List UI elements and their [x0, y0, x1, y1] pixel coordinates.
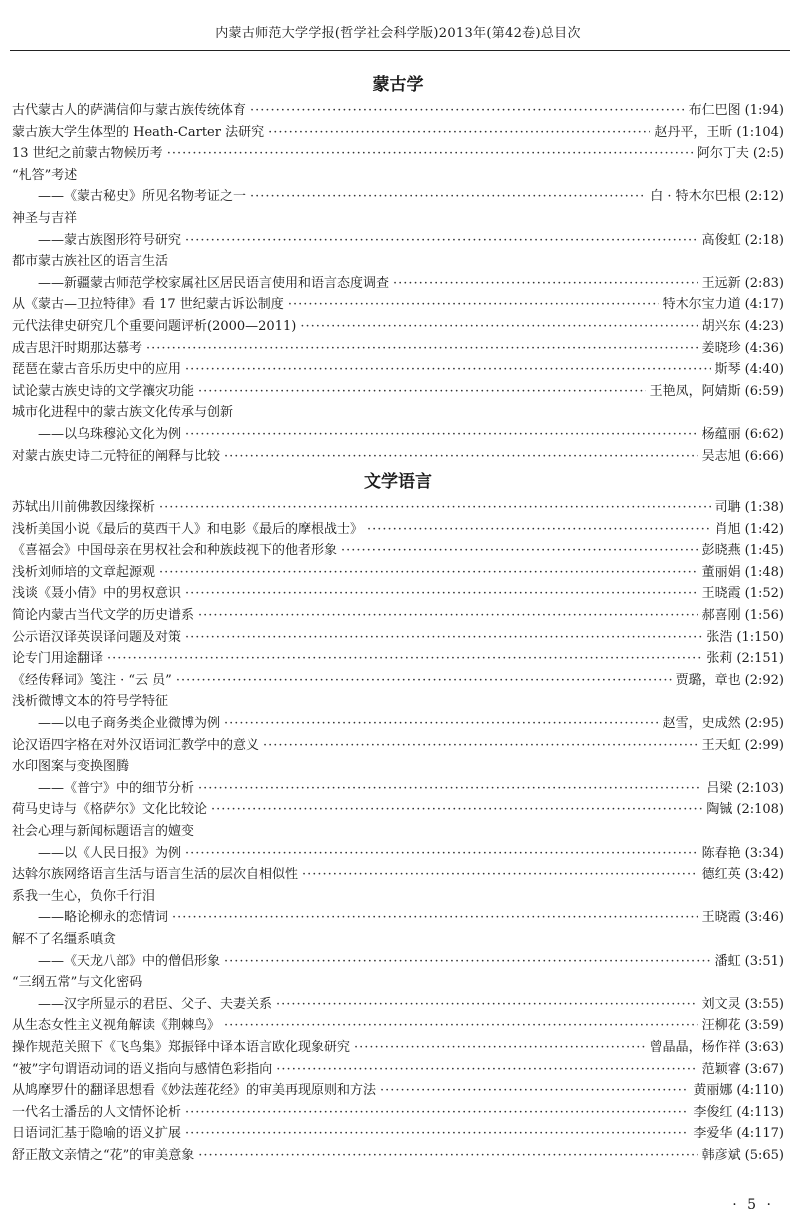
toc-entry-heading: 神圣与吉祥 [12, 210, 78, 226]
entry-issue-page: (1:94) [744, 103, 784, 118]
entry-issue-page: (2:92) [744, 672, 784, 688]
entry-issue-page: (5:65) [744, 1147, 784, 1163]
entry-title: 浅析刘师培的文章起源观 [12, 564, 156, 580]
toc-entry-heading: 都市蒙古族社区的语言生活 [12, 254, 169, 270]
entry-issue-page: (3:63) [744, 1039, 784, 1055]
entry-title: 成吉思汗时期那达慕考 [12, 340, 143, 356]
entry-issue-page: (6:59) [744, 383, 784, 399]
toc-entry-heading: 解不了名缰系嗔贪 [12, 931, 117, 947]
entry-issue-page: (2:151) [736, 651, 784, 667]
entry-issue-page: (4:110) [736, 1083, 784, 1099]
dot-leader [224, 1015, 698, 1037]
entry-author: 潘虹 [714, 953, 741, 969]
dot-leader [276, 1059, 697, 1081]
entry-author: 李爱华 [693, 1126, 733, 1142]
entry-title: 从鸠摩罗什的翻译思想看《妙法莲花经》的审美再现原则和方法 [12, 1083, 377, 1099]
entry-author: 董丽娟 [701, 564, 741, 580]
entry-issue-page: (2:108) [736, 802, 784, 818]
toc-entry [12, 519, 784, 541]
toc-entry [12, 381, 784, 403]
dot-leader [250, 100, 685, 122]
entry-title: 荷马史诗与《格萨尔》文化比较论 [12, 802, 208, 818]
toc-entry [12, 497, 784, 519]
toc-entry [12, 1080, 784, 1102]
entry-title: 公示语汉译英误译问题及对策 [12, 629, 182, 645]
entry-author: 陈春艳 [701, 845, 741, 861]
toc-entry [12, 294, 784, 316]
section-title: 蒙古学 [372, 75, 424, 95]
dot-leader [172, 907, 698, 929]
toc-entry [12, 1015, 784, 1037]
entry-issue-page: (2:95) [744, 716, 784, 732]
entry-issue-page: (4:113) [736, 1104, 784, 1120]
entry-issue-page: (2:18) [744, 232, 784, 248]
entry-title: ——《天龙八部》中的僧侣形象 [38, 953, 221, 969]
entry-issue-page: (4:23) [744, 318, 784, 334]
dot-leader [276, 994, 698, 1016]
entry-title: ——以电子商务类企业微博为例 [38, 716, 221, 732]
toc-entry [12, 670, 784, 692]
dot-leader [198, 778, 702, 800]
dot-leader [185, 230, 698, 252]
entry-title: 操作规范关照下《飞鸟集》郑振铎中译本语言欧化现象研究 [12, 1039, 351, 1055]
entry-issue-page: (3:46) [744, 910, 784, 926]
toc-entry [12, 562, 784, 584]
entry-author: 陶铖 [706, 802, 733, 818]
toc-entry-heading: “三纲五常”与文化密码 [12, 975, 143, 991]
entry-author: 李俊红 [693, 1104, 733, 1120]
toc-entry-subtitle [12, 778, 784, 800]
entry-title: ——新疆蒙古师范学校家属社区居民语言使用和语言态度调查 [38, 275, 390, 291]
dot-leader [288, 294, 659, 316]
entry-author: 司聃 [714, 500, 741, 516]
entry-author: 白 · 特木尔巴根 [650, 189, 741, 205]
dot-leader [268, 122, 650, 144]
entry-author: 张莉 [706, 651, 733, 667]
entry-title: 一代名士潘岳的人文情怀论析 [12, 1104, 182, 1120]
entry-issue-page: (3:42) [744, 867, 784, 883]
dot-leader [198, 1145, 697, 1167]
entry-author: 阿尔丁夫 [696, 146, 749, 162]
entry-issue-page: (1:56) [744, 608, 784, 624]
dot-leader [198, 381, 646, 403]
toc-entry [12, 359, 784, 381]
entry-author: 张浩 [706, 629, 733, 645]
entry-title: ——蒙古族图形符号研究 [38, 232, 182, 248]
entry-author: 赵雪，史成然 [662, 716, 741, 732]
toc-entry-subtitle [12, 951, 784, 973]
entry-title: 13 世纪之前蒙古物候历考 [12, 146, 163, 162]
entry-title: 试论蒙古族史诗的文学禳灾功能 [12, 383, 195, 399]
entry-author: 肖旭 [714, 521, 741, 537]
entry-author: 高俊虹 [701, 232, 741, 248]
entry-author: 韩彦斌 [701, 1147, 741, 1163]
toc-entry-subtitle [12, 186, 784, 208]
entry-author: 王晓霞 [701, 910, 741, 926]
entry-author: 刘文灵 [701, 996, 741, 1012]
entry-title: 苏轼出川前佛教因缘探析 [12, 500, 156, 516]
entry-issue-page: (1:52) [744, 586, 784, 602]
entry-author: 赵丹平，王昕 [654, 124, 733, 140]
dot-leader [185, 1102, 689, 1124]
entry-issue-page: (2:5) [752, 146, 784, 162]
entry-issue-page: (2:83) [744, 275, 784, 291]
toc-entry [12, 735, 784, 757]
entry-title: “被”字句谓语动词的语义指向与感情色彩指向 [12, 1061, 273, 1077]
entry-author: 王艳凤，阿婧斯 [649, 383, 741, 399]
dot-leader [341, 540, 698, 562]
dot-leader [146, 338, 698, 360]
header-rule [10, 50, 790, 51]
toc-entry-subtitle [12, 424, 784, 446]
entry-issue-page: (2:103) [736, 780, 784, 796]
entry-issue-page: (3:67) [744, 1061, 784, 1077]
toc-entry-subtitle [12, 713, 784, 735]
toc-entry [12, 1102, 784, 1124]
entry-issue-page: (6:66) [744, 448, 784, 464]
toc-entry [12, 1059, 784, 1081]
entry-issue-page: (3:55) [744, 996, 784, 1012]
toc-entry [12, 122, 784, 144]
entry-author: 胡兴东 [701, 318, 741, 334]
entry-title: 古代蒙古人的萨满信仰与蒙古族传统体育 [12, 103, 247, 118]
running-head: 内蒙古师范大学学报(哲学社会科学版)2013年(第42卷)总目次 [215, 26, 581, 41]
entry-title: 日语词汇基于隐喻的语义扩展 [12, 1126, 182, 1142]
toc-entry [12, 864, 784, 886]
toc-entry [12, 648, 784, 670]
dot-leader [367, 519, 711, 541]
entry-issue-page: (3:59) [744, 1018, 784, 1034]
toc-entry-subtitle [12, 230, 784, 252]
entry-author: 汪柳花 [701, 1018, 741, 1034]
toc-entry [12, 338, 784, 360]
entry-title: 蒙古族大学生体型的 Heath-Carter 法研究 [12, 124, 265, 140]
toc-entry [12, 316, 784, 338]
dot-leader [224, 951, 711, 973]
toc-entry-heading: 系我一生心，负你千行泪 [12, 888, 156, 904]
entry-author: 王晓霞 [701, 586, 741, 602]
entry-title: ——《普宁》中的细节分析 [38, 780, 195, 796]
entry-author: 斯琴 [714, 362, 741, 378]
entry-issue-page: (1:104) [736, 124, 784, 140]
toc-entry-subtitle [12, 843, 784, 865]
dot-leader [159, 497, 711, 519]
dot-leader [300, 316, 697, 338]
dot-leader [224, 446, 698, 468]
entry-author: 布仁巴图 [688, 103, 741, 118]
toc-entry [12, 100, 784, 122]
toc-entry [12, 1145, 784, 1167]
dot-leader [302, 864, 698, 886]
toc-entry [12, 799, 784, 821]
entry-title: 《喜福会》中国母亲在男权社会和种族歧视下的他者形象 [12, 543, 338, 559]
dot-leader [185, 843, 698, 865]
toc-entry [12, 540, 784, 562]
toc-entry [12, 1037, 784, 1059]
entry-issue-page: (4:117) [736, 1126, 784, 1142]
entry-issue-page: (1:42) [744, 521, 784, 537]
entry-title: ——以《人民日报》为例 [38, 845, 182, 861]
entry-title: ——《蒙古秘史》所见名物考证之一 [38, 189, 247, 205]
page-number: · 5 · [732, 1197, 774, 1213]
toc-entry [12, 583, 784, 605]
section-title: 文学语言 [364, 472, 432, 493]
entry-author: 贾璐，章也 [675, 672, 741, 688]
dot-leader [211, 799, 702, 821]
entry-author: 王远新 [701, 275, 741, 291]
toc-entry-heading: 城市化进程中的蒙古族文化传承与创新 [12, 405, 234, 421]
dot-leader [185, 627, 702, 649]
dot-leader [185, 583, 698, 605]
entry-author: 黄丽娜 [693, 1083, 733, 1099]
entry-title: 浅析美国小说《最后的莫西干人》和电影《最后的摩根战士》 [12, 521, 364, 537]
entry-title: 《经传释词》笺注 · “云 员” [12, 672, 172, 688]
dot-leader [250, 186, 646, 208]
entry-title: 浅谈《聂小倩》中的男权意识 [12, 586, 182, 602]
dot-leader [354, 1037, 646, 1059]
toc-entry-subtitle [12, 907, 784, 929]
entry-author: 吴志旭 [701, 448, 741, 464]
entry-title: 论汉语四字格在对外汉语词汇教学中的意义 [12, 737, 260, 753]
entry-issue-page: (4:40) [744, 362, 784, 378]
entry-issue-page: (1:45) [744, 543, 784, 559]
entry-issue-page: (2:12) [744, 189, 784, 205]
dot-leader [393, 273, 698, 295]
entry-author: 范颖睿 [701, 1061, 741, 1077]
dot-leader [167, 143, 693, 165]
entry-issue-page: (2:99) [744, 737, 784, 753]
entry-issue-page: (1:150) [736, 629, 784, 645]
toc-entry [12, 605, 784, 627]
entry-title: 从生态女性主义视角解读《荆棘鸟》 [12, 1018, 221, 1034]
dot-leader [176, 670, 672, 692]
entry-author: 吕梁 [706, 780, 733, 796]
entry-title: ——汉字所显示的君臣、父子、夫妻关系 [38, 996, 273, 1012]
toc-entry [12, 143, 784, 165]
dot-leader [380, 1080, 689, 1102]
toc-entry [12, 446, 784, 468]
dot-leader [185, 424, 698, 446]
toc-entry [12, 1123, 784, 1145]
entry-issue-page: (1:38) [744, 500, 784, 516]
entry-title: 论专门用途翻译 [12, 651, 104, 667]
entry-title: ——以乌珠穆沁文化为例 [38, 426, 182, 442]
entry-author: 特木尔宝力道 [662, 297, 741, 313]
entry-author: 曾晶晶，杨作祥 [649, 1039, 741, 1055]
entry-issue-page: (4:36) [744, 340, 784, 356]
entry-author: 王天虹 [701, 737, 741, 753]
dot-leader [198, 605, 698, 627]
toc-entry [12, 627, 784, 649]
entry-issue-page: (1:48) [744, 564, 784, 580]
dot-leader [263, 735, 698, 757]
toc-content [12, 70, 784, 1167]
entry-author: 彭晓燕 [701, 543, 741, 559]
toc-entry-heading: 水印图案与变换图腾 [12, 759, 130, 775]
entry-issue-page: (3:34) [744, 845, 784, 861]
dot-leader [107, 648, 702, 670]
entry-title: 从《蒙古—卫拉特律》看 17 世纪蒙古诉讼制度 [12, 297, 284, 313]
entry-issue-page: (4:17) [744, 297, 784, 313]
entry-title: 简论内蒙古当代文学的历史谱系 [12, 608, 195, 624]
dot-leader [185, 359, 711, 381]
entry-title: 达斡尔族网络语言生活与语言生活的层次自相似性 [12, 867, 299, 883]
toc-entry-heading: 社会心理与新闻标题语言的嬗变 [12, 824, 195, 839]
toc-entry-subtitle [12, 273, 784, 295]
entry-author: 郝喜刚 [701, 608, 741, 624]
entry-title: 对蒙古族史诗二元特征的阐释与比较 [12, 448, 221, 464]
entry-title: 元代法律史研究几个重要问题评析(2000—2011) [12, 318, 297, 334]
toc-entry-heading: “札答”考述 [12, 167, 78, 183]
dot-leader [159, 562, 698, 584]
entry-issue-page: (3:51) [744, 953, 784, 969]
entry-issue-page: (6:62) [744, 426, 784, 442]
entry-title: 舒正散文亲情之“花”的审美意象 [12, 1147, 195, 1163]
entry-title: 琵琶在蒙古音乐历史中的应用 [12, 362, 182, 378]
dot-leader [224, 713, 659, 735]
toc-entry-subtitle [12, 994, 784, 1016]
entry-title: ——略论柳永的恋情词 [38, 910, 169, 926]
entry-author: 姜晓珍 [701, 340, 741, 356]
entry-author: 杨蕴丽 [701, 426, 741, 442]
entry-author: 德红英 [701, 867, 741, 883]
dot-leader [185, 1123, 689, 1145]
toc-entry-heading: 浅析微博文本的符号学特征 [12, 694, 169, 710]
